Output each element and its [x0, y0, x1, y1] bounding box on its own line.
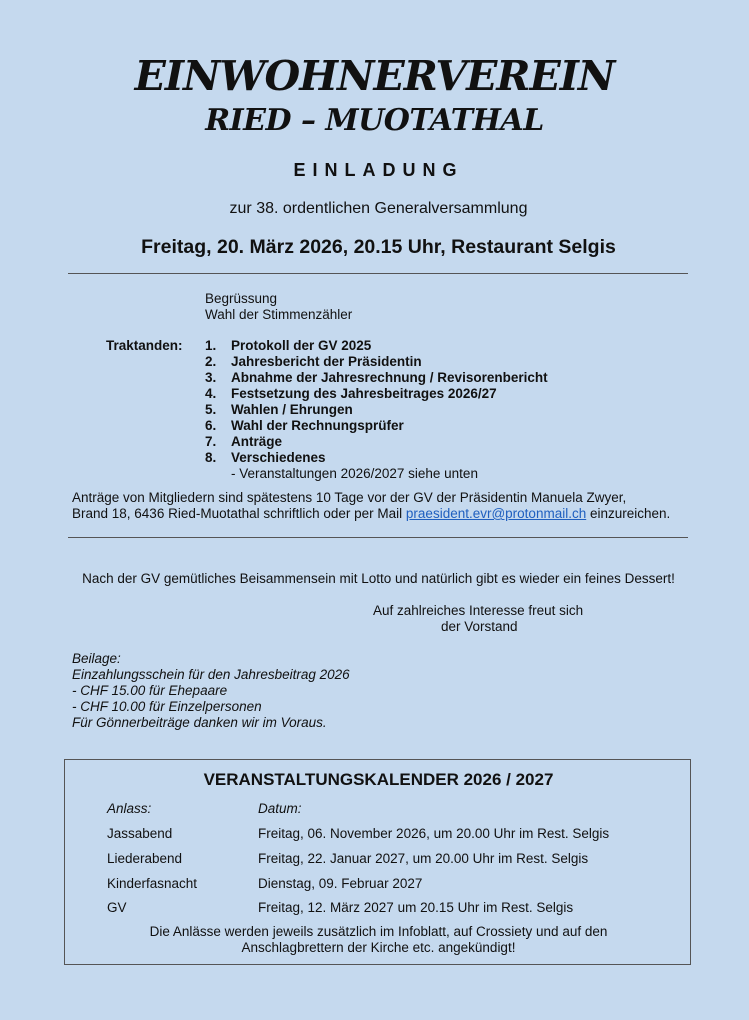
enclosure-line: Für Gönnerbeiträge danken wir im Voraus.: [72, 715, 327, 730]
closing-line-1: Auf zahlreiches Interesse freut sich: [373, 603, 584, 618]
meeting-purpose: zur 38. ordentlichen Generalversammlung: [229, 200, 528, 217]
agenda-item: 4. Festsetzung des Jahresbeitrages 2026/27: [205, 386, 497, 401]
agenda-label: Traktanden:: [106, 338, 183, 353]
invitation-heading: EINLADUNG: [293, 160, 464, 180]
enclosure-label: Beilage:: [72, 651, 121, 666]
event-name: Liederabend: [107, 851, 183, 866]
calendar-col-date: Datum:: [258, 801, 302, 816]
after-gv-note: Nach der GV gemütliches Beisammensein mit Lotto und natürlich gibt es wieder ein feines Dessert!: [82, 571, 675, 586]
calendar-title: VERANSTALTUNGSKALENDER 2026 / 2027: [203, 770, 554, 789]
divider-top: [68, 273, 688, 274]
agenda-item: 3. Abnahme der Jahresrechnung / Revisorenbericht: [205, 370, 548, 385]
agenda-item: 6. Wahl der Rechnungsprüfer: [205, 418, 404, 433]
divider-bottom: [68, 537, 688, 538]
event-date: Freitag, 12. März 2027 um 20.15 Uhr im Rest. Selgis: [258, 900, 574, 915]
requests-line-1: Anträge von Mitgliedern sind spätestens 10 Tage vor der GV der Präsidentin Manuela Zwyer,: [72, 490, 627, 505]
event-date: Freitag, 06. November 2026, um 20.00 Uhr im Rest. Selgis: [258, 826, 610, 841]
meeting-date: Freitag, 20. März 2026, 20.15 Uhr, Restaurant Selgis: [141, 236, 616, 258]
event-calendar: [64, 759, 691, 965]
enclosure-line: - CHF 15.00 für Ehepaare: [72, 683, 228, 698]
calendar-note: Die Anlässe werden jeweils zusätzlich im Infoblatt, auf Crossiety und auf den Anschlagbrettern der Kirche etc. angekündigt!: [149, 924, 608, 955]
pre-agenda-item: Begrüssung: [205, 291, 278, 306]
event-date: Freitag, 22. Januar 2027, um 20.00 Uhr im Rest. Selgis: [258, 851, 589, 866]
agenda-item: 7. Anträge: [205, 434, 283, 449]
agenda-sub-item: - Veranstaltungen 2026/2027 siehe unten: [231, 466, 478, 481]
requests-line-2: Brand 18, 6436 Ried-Muotathal schriftlich oder per Mail praesident.evr@protonmail.ch einzureichen.: [72, 506, 671, 521]
closing-line-2: der Vorstand: [441, 619, 518, 634]
agenda-list: [205, 338, 548, 482]
enclosure-line: Einzahlungsschein für den Jahresbeitrag 2026: [72, 667, 350, 682]
event-name: Kinderfasnacht: [107, 876, 198, 891]
event-date: Dienstag, 09. Februar 2027: [258, 876, 423, 891]
enclosure-line: - CHF 10.00 für Einzelpersonen: [72, 699, 262, 714]
agenda-item: 8. Verschiedenes: [205, 450, 326, 465]
agenda-item: 2. Jahresbericht der Präsidentin: [205, 354, 422, 369]
pre-agenda-item: Wahl der Stimmenzähler: [205, 307, 353, 322]
calendar-col-event: Anlass:: [107, 801, 152, 816]
agenda-item: 5. Wahlen / Ehrungen: [205, 402, 353, 417]
agenda-item: 1. Protokoll der GV 2025: [205, 338, 372, 353]
email-link[interactable]: praesident.evr@protonmail.ch: [405, 506, 587, 521]
event-name: Jassabend: [107, 826, 173, 841]
event-name: GV: [107, 900, 127, 915]
association-title: EINWOHNERVEREIN: [134, 52, 615, 100]
association-subtitle: RIED – MUOTATHAL: [205, 103, 544, 138]
